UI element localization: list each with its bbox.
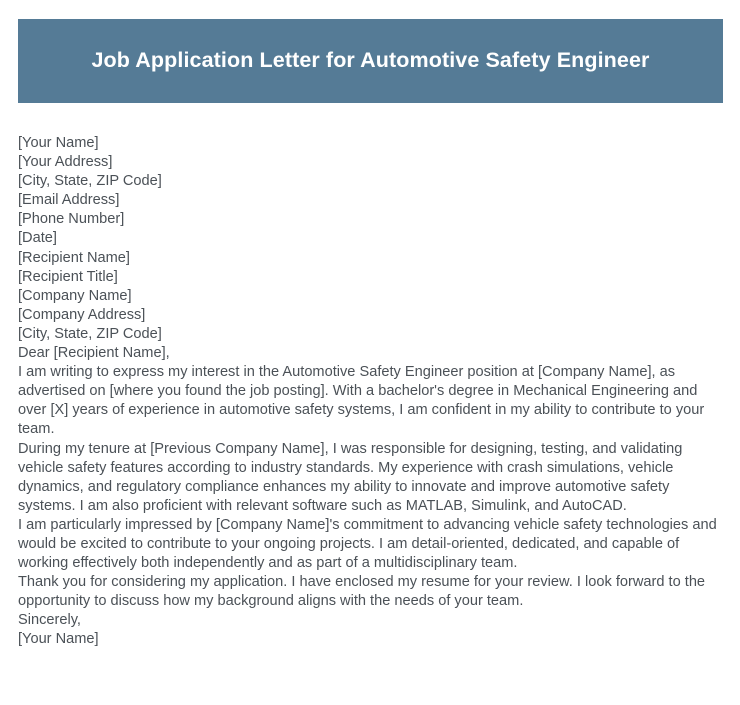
page-title: Job Application Letter for Automotive Safety Engineer <box>91 48 650 73</box>
closing: Sincerely, <box>18 612 81 629</box>
body-paragraph: During my tenure at [Previous Company Name], I was responsible for designing, testing, and validating vehicle safety features according to industry standards. My experience with crash simulations, vehicle dynamics, and regulatory compliance enhances my ability to innovate and improve automotive safety systems. I am also proficient with relevant software such as MATLAB, Simulink, and AutoCAD. <box>18 440 683 514</box>
recipient-line: [City, State, ZIP Code] <box>18 325 162 342</box>
sender-line: [Phone Number] <box>18 211 125 228</box>
letter-body <box>18 134 724 650</box>
sender-line: [Date] <box>18 230 57 247</box>
sender-line: [Email Address] <box>18 192 120 209</box>
recipient-line: [Company Name] <box>18 287 132 304</box>
body-paragraph: I am writing to express my interest in the Automotive Safety Engineer position at [Company Name], as advertised on [where you found the job posting]. With a bachelor's degree in Mechanical Engineering and over [X] years of experience in automotive safety systems, I am confident in my ability to contribute to your team. <box>18 364 705 438</box>
recipient-line: [Company Address] <box>18 306 146 323</box>
sender-line: [City, State, ZIP Code] <box>18 173 162 190</box>
body-paragraph: Thank you for considering my application. I have enclosed my resume for your review. I look forward to the opportunity to discuss how my background aligns with the needs of your team. <box>18 574 706 610</box>
recipient-line: [Recipient Title] <box>18 268 118 285</box>
body-paragraph: I am particularly impressed by [Company Name]'s commitment to advancing vehicle safety technologies and would be excited to contribute to your ongoing projects. I am detail-oriented, dedicated, and capable of working effectively both independently and as part of a multidisciplinary team. <box>18 516 717 572</box>
sender-address-block <box>18 134 724 249</box>
salutation: Dear [Recipient Name], <box>18 345 170 362</box>
signature: [Your Name] <box>18 631 99 648</box>
recipient-address-block <box>18 249 724 344</box>
sender-line: [Your Name] <box>18 135 99 151</box>
recipient-line: [Recipient Name] <box>18 249 130 266</box>
letter-header-banner <box>18 19 723 103</box>
sender-line: [Your Address] <box>18 154 113 171</box>
